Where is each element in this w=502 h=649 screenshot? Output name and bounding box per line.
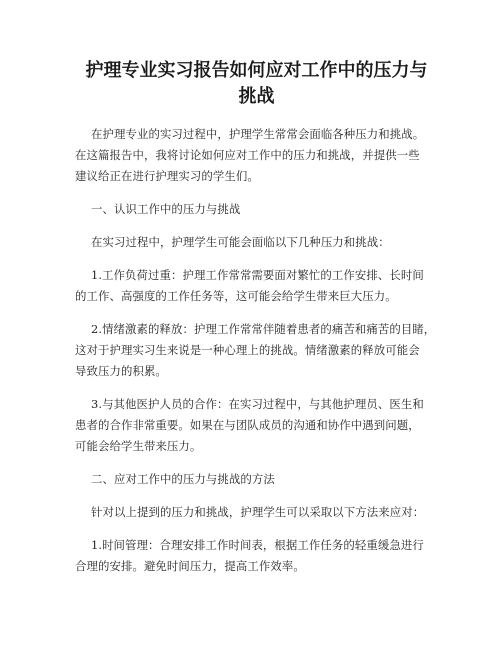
section-heading-1 (75, 199, 438, 220)
paragraph-line: 针对以上提到的压力和挑战，护理学生可以采取以下方法来应对： (91, 505, 425, 519)
list-item-workload (75, 265, 438, 307)
section-1-intro (75, 232, 438, 253)
section-2-intro (75, 502, 438, 523)
paragraph-line: 可能会给学生带来压力。 (75, 439, 202, 453)
document-title (75, 58, 438, 110)
intro-paragraph (75, 124, 438, 187)
paragraph-line: 导致压力的积累。 (75, 364, 167, 378)
paragraph-line: 在实习过程中，护理学生可能会面临以下几种压力和挑战： (91, 235, 390, 249)
paragraph-line: 1.工作负荷过重：护理工作常常需要面对繁忙的工作安排、长时间 (91, 268, 424, 282)
paragraph-line: 建议给正在进行护理实习的学生们。 (75, 169, 259, 183)
paragraph-line: 合理的安排。避免时间压力，提高工作效率。 (75, 559, 305, 573)
paragraph-line: 这对于护理实习生来说是一种心理上的挑战。情绪激素的释放可能会 (75, 343, 420, 357)
title-line-1: 护理专业实习报告如何应对工作中的压力与 (85, 60, 428, 81)
paragraph-line: 一、认识工作中的压力与挑战 (91, 202, 241, 216)
title-line-2: 挑战 (238, 86, 275, 107)
paragraph-line: 2.情绪激素的释放：护理工作常常伴随着患者的痛苦和痛苦的目睹， (91, 322, 436, 336)
list-item-time-management (75, 535, 438, 577)
paragraph-line: 在护理专业的实习过程中，护理学生常常会面临各种压力和挑战。 (91, 127, 425, 141)
paragraph-line: 3.与其他医护人员的合作：在实习过程中，与其他护理员、医生和 (91, 397, 424, 411)
paragraph-line: 的工作、高强度的工作任务等，这可能会给学生带来巨大压力。 (75, 289, 397, 303)
paragraph-line: 二、应对工作中的压力与挑战的方法 (91, 472, 275, 486)
paragraph-line: 在这篇报告中，我将讨论如何应对工作中的压力和挑战，并提供一些 (75, 148, 420, 162)
paragraph-line: 1.时间管理：合理安排工作时间表，根据工作任务的轻重缓急进行 (91, 538, 424, 552)
list-item-cooperation (75, 394, 438, 457)
paragraph-line: 患者的合作非常重要。如果在与团队成员的沟通和协作中遇到问题， (75, 418, 420, 432)
list-item-emotion (75, 319, 438, 382)
section-heading-2 (75, 469, 438, 490)
